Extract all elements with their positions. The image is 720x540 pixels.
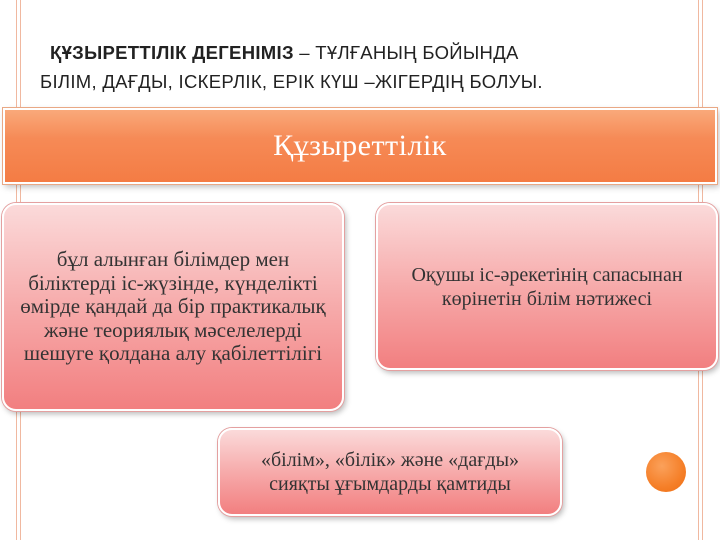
definition-text: бұл алынған білімдер мен біліктерді іс-жүзінде, күнделікті өмірде қандай да бір практикалық және теориялық мәселелерді шешуге қолдана алу қабілеттілігі [20, 247, 326, 366]
slide-title-rest: – ТҰЛҒАНЫҢ БОЙЫНДА [293, 42, 519, 63]
slide-title-line2: БІЛІМ, ДАҒДЫ, ІСКЕРЛІК, ЕРІК КҮШ –ЖІГЕРДІҢ БОЛУЫ. [40, 71, 543, 92]
slide-title-line1 [40, 38, 690, 67]
slide-title [40, 38, 690, 96]
slide-title-bold: ҚҰЗЫРЕТТІЛІК ДЕГЕНІМІЗ [50, 42, 294, 63]
includes-text: «білім», «білік» және «дағды» сияқты ұғымдарды қамтиды [260, 449, 520, 495]
definition-box [2, 203, 344, 411]
result-box [376, 203, 718, 370]
decorative-circle-icon [646, 452, 686, 492]
result-text: Оқушы іс-әрекетінің сапасынан көрінетін білім нәтижесі [411, 263, 683, 310]
concept-header-box [3, 108, 717, 184]
includes-box [218, 428, 562, 516]
concept-header-text: Құзыреттілік [273, 129, 447, 162]
